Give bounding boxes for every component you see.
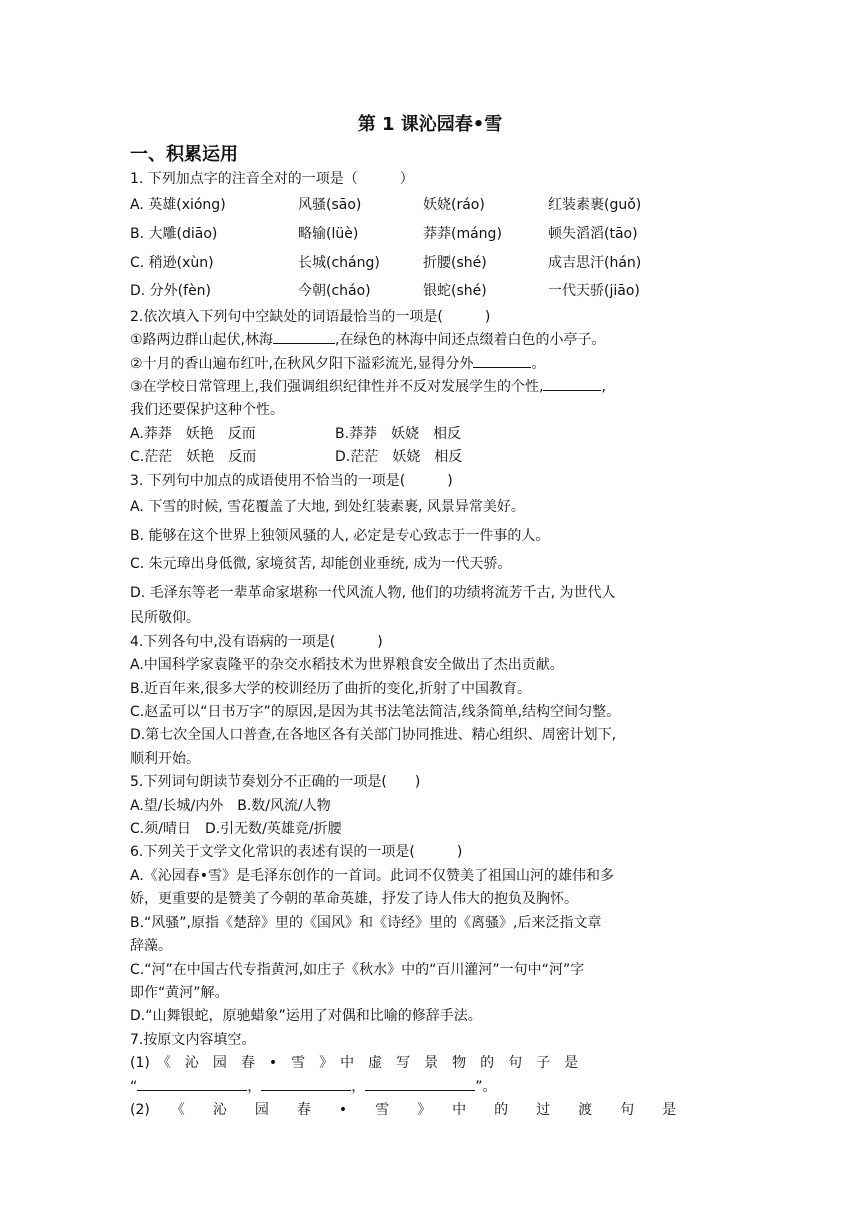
question-3-option-d: D. 毛泽东等老一辈革命家堪称一代风流人物, 他们的功绩将流芳千古, 为世代人 bbox=[130, 584, 616, 601]
question-2-sentence-1 bbox=[130, 329, 730, 352]
question-3-option-a: A. 下雪的时候, 雪花覆盖了大地, 到处红装素裹, 风景异常美好。 bbox=[130, 499, 525, 516]
question-4-option-b: B.近百年来,很多大学的校训经历了曲折的变化,折射了中国教育。 bbox=[130, 680, 531, 697]
sentence-text: ①路两边群山起伏,林海 bbox=[130, 332, 274, 349]
option-cell: C. 稍逊(xùn) bbox=[130, 254, 214, 271]
question-3-option-c: C. 朱元璋出身低微, 家境贫苦, 却能创业垂统, 成为一代天骄。 bbox=[130, 556, 512, 573]
answer-blank[interactable] bbox=[261, 1076, 351, 1091]
question-4-option-d-cont: 顺利开始。 bbox=[130, 750, 200, 767]
separator: ， bbox=[351, 1078, 366, 1095]
question-1-option-b bbox=[130, 220, 730, 249]
option-cell: 今朝(cháo) bbox=[298, 283, 371, 300]
worksheet-page bbox=[130, 112, 730, 1122]
question-2-sentence-3-cont: 我们还要保护这种个性。 bbox=[130, 402, 284, 419]
question-7-stem: 7.按原文内容填空。 bbox=[130, 1031, 256, 1048]
question-3-option-b: B. 能够在这个世界上独领风骚的人, 必定是专心致志于一件事的人。 bbox=[130, 527, 550, 544]
question-6-option-d: D.“山舞银蛇，原驰蜡象”运用了对偶和比喻的修辞手法。 bbox=[130, 1008, 482, 1025]
question-5-stem: 5.下列词句朗读节奏划分不正确的一项是( ) bbox=[130, 774, 421, 791]
question-6-option-a: A.《沁园春•雪》是毛泽东创作的一首词。此词不仅赞美了祖国山河的雄伟和多 bbox=[130, 867, 615, 884]
option-cell: A. 英雄(xióng) bbox=[130, 197, 226, 214]
lesson-title: 第 1 课沁园春•雪 bbox=[357, 114, 503, 135]
option-cell: B. 大雕(diāo) bbox=[130, 226, 218, 242]
question-6-option-b-cont: 辞藻。 bbox=[130, 938, 172, 955]
question-6-option-c-cont: 即作“黄河”解。 bbox=[130, 984, 229, 1001]
question-4-stem: 4.下列各句中,没有语病的一项是( ) bbox=[130, 633, 383, 650]
question-5-options-ab: A.望/长城/内外 B.数/风流/人物 bbox=[130, 797, 331, 814]
option-cell: 妖娆(ráo) bbox=[423, 197, 485, 214]
sentence-text: , bbox=[601, 379, 606, 395]
question-6-option-a-cont: 娇，更重要的是赞美了今朝的革命英雄，抒发了诗人伟大的抱负及胸怀。 bbox=[130, 891, 578, 908]
question-6-stem: 6.下列关于文学文化常识的表述有误的一项是( ) bbox=[130, 844, 463, 861]
question-7-part-1: (1) 《 沁 园 春 • 雪 》 中 虚 写 景 物 的 句 子 是 bbox=[130, 1055, 579, 1072]
quote-end: ”。 bbox=[475, 1078, 497, 1095]
question-4-option-d: D.第七次全国人口普查,在各地区各有关部门协同推进、精心组织、周密计划下, bbox=[130, 727, 617, 744]
option-b: B.莽莽 妖娆 相反 bbox=[335, 425, 462, 442]
question-7-part-1-blanks bbox=[130, 1076, 730, 1099]
question-7-part-2: (2) 《 沁 园 春 • 雪 》 中 的 过 渡 句 是 bbox=[130, 1101, 677, 1118]
question-4-option-a: A.中国科学家袁隆平的杂交水稻技术为世界粮食安全做出了杰出贡献。 bbox=[130, 657, 564, 674]
option-cell: 银蛇(shé) bbox=[423, 283, 487, 300]
question-3-stem: 3. 下列句中加点的成语使用不恰当的一项是( ) bbox=[130, 472, 453, 489]
option-cell: 顿失滔滔(tāo) bbox=[548, 226, 638, 242]
answer-blank[interactable] bbox=[273, 329, 335, 344]
answer-blank[interactable] bbox=[473, 353, 531, 368]
option-a: A.莽莽 妖艳 反而 bbox=[130, 425, 256, 442]
answer-blank[interactable] bbox=[365, 1076, 475, 1091]
question-6-option-c: C.“河”在中国古代专指黄河,如庄子《秋水》中的“百川灌河”一句中“河”字 bbox=[130, 961, 585, 978]
question-2-sentence-3 bbox=[130, 376, 730, 399]
sentence-text: ③在学校日常管理上,我们强调组织纪律性并不反对发展学生的个性, bbox=[130, 379, 544, 395]
sentence-text: ②十月的香山遍布红叶,在秋风夕阳下溢彩流光,显得分外 bbox=[130, 355, 474, 372]
question-1-option-c bbox=[130, 249, 730, 278]
answer-blank[interactable] bbox=[137, 1076, 247, 1091]
option-cell: 莽莽(máng) bbox=[423, 226, 502, 242]
option-cell: 长城(cháng) bbox=[298, 254, 380, 271]
option-cell: D. 分外(fèn) bbox=[130, 283, 212, 300]
option-cell: 折腰(shé) bbox=[423, 254, 487, 271]
option-c: C.茫茫 妖艳 反而 bbox=[130, 449, 257, 466]
question-5-options-cd: C.须/晴日 D.引无数/英雄竞/折腰 bbox=[130, 821, 342, 838]
question-1-option-d bbox=[130, 277, 730, 306]
option-cell: 红装素裹(guǒ) bbox=[548, 197, 642, 214]
separator: ， bbox=[247, 1078, 262, 1095]
question-4-option-c: C.赵孟可以“日书万字”的原因,是因为其书法笔法简洁,线条简单,结构空间匀整。 bbox=[130, 704, 621, 721]
option-cell: 成吉思汗(hán) bbox=[548, 254, 642, 271]
question-6-option-b: B.“风骚”,原指《楚辞》里的《国风》和《诗经》里的《离骚》,后来泛指文章 bbox=[130, 914, 602, 931]
question-1-stem: 1. 下列加点字的注音全对的一项是（ ） bbox=[130, 171, 414, 187]
question-2-sentence-2 bbox=[130, 353, 730, 376]
question-2-options-cd bbox=[130, 446, 730, 469]
quote-mark: “ bbox=[130, 1078, 138, 1095]
option-d: D.茫茫 妖娆 相反 bbox=[335, 449, 463, 466]
question-1-option-a bbox=[130, 191, 730, 220]
option-cell: 略输(lüè) bbox=[298, 226, 359, 242]
question-2-stem: 2.依次填入下列句中空缺处的词语最恰当的一项是( ) bbox=[130, 308, 491, 325]
section-heading: 一、积累运用 bbox=[130, 144, 238, 165]
sentence-text: ,在绿色的林海中间还点缀着白色的小亭子。 bbox=[335, 332, 606, 349]
option-cell: 一代天骄(jiāo) bbox=[548, 283, 640, 300]
sentence-text: 。 bbox=[531, 355, 546, 372]
option-cell: 风骚(sāo) bbox=[298, 197, 362, 214]
question-2-options-ab bbox=[130, 423, 730, 446]
question-3-option-d-cont: 民所敬仰。 bbox=[130, 610, 200, 627]
answer-blank[interactable] bbox=[543, 376, 601, 391]
